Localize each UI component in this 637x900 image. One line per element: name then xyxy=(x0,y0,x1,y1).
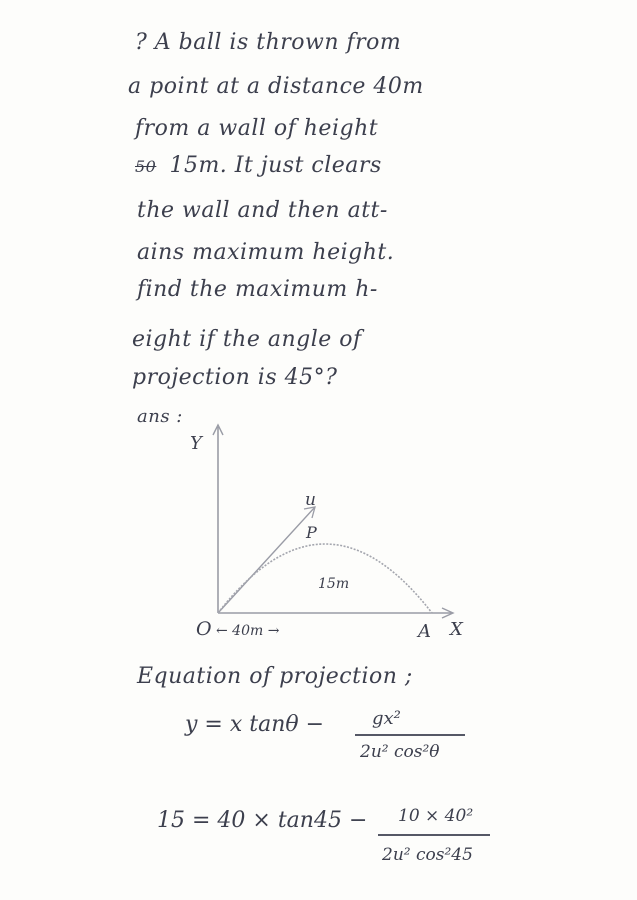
origin-label: O xyxy=(196,618,212,640)
y-axis-label: Y xyxy=(190,433,202,454)
question-line-8: eight if the angle of xyxy=(132,327,362,352)
distance-label: ← 40m → xyxy=(216,623,280,639)
question-line-1: ? A ball is thrown from xyxy=(135,30,402,55)
velocity-vector xyxy=(218,507,315,613)
equation-2-fraction-bar xyxy=(378,834,490,836)
equation-1-numerator: gx² xyxy=(372,708,401,729)
equation-2-denominator: 2u² cos²45 xyxy=(382,845,473,865)
equation-1-fraction-bar xyxy=(355,734,465,736)
struck-out-text: 50 xyxy=(135,157,157,176)
equation-2-numerator: 10 × 40² xyxy=(398,806,474,826)
equation-heading: Equation of projection ; xyxy=(137,664,413,689)
height-label: 15m xyxy=(318,576,350,592)
equation-1-denominator: 2u² cos²θ xyxy=(360,742,440,762)
question-line-9: projection is 45°? xyxy=(132,365,338,390)
point-a-label: A xyxy=(418,621,431,642)
equation-2-lhs: 15 = 40 × tan45 − xyxy=(157,808,368,833)
projectile-diagram xyxy=(120,405,480,650)
question-line-2: a point at a distance 40m xyxy=(128,74,424,99)
point-p-label: P xyxy=(306,523,317,542)
velocity-label: u xyxy=(305,490,316,510)
question-line-3: from a wall of height xyxy=(135,116,379,141)
x-axis-label: X xyxy=(450,619,463,640)
question-line-7: find the maximum h- xyxy=(137,277,378,302)
question-line-6: ains maximum height. xyxy=(137,240,395,265)
question-line-4: 15m. It just clears xyxy=(169,153,382,178)
question-line-4-wrap xyxy=(135,153,382,178)
question-line-5: the wall and then att- xyxy=(137,198,388,223)
answer-label: ans : xyxy=(137,406,183,427)
equation-1-lhs: y = x tanθ − xyxy=(185,712,325,737)
